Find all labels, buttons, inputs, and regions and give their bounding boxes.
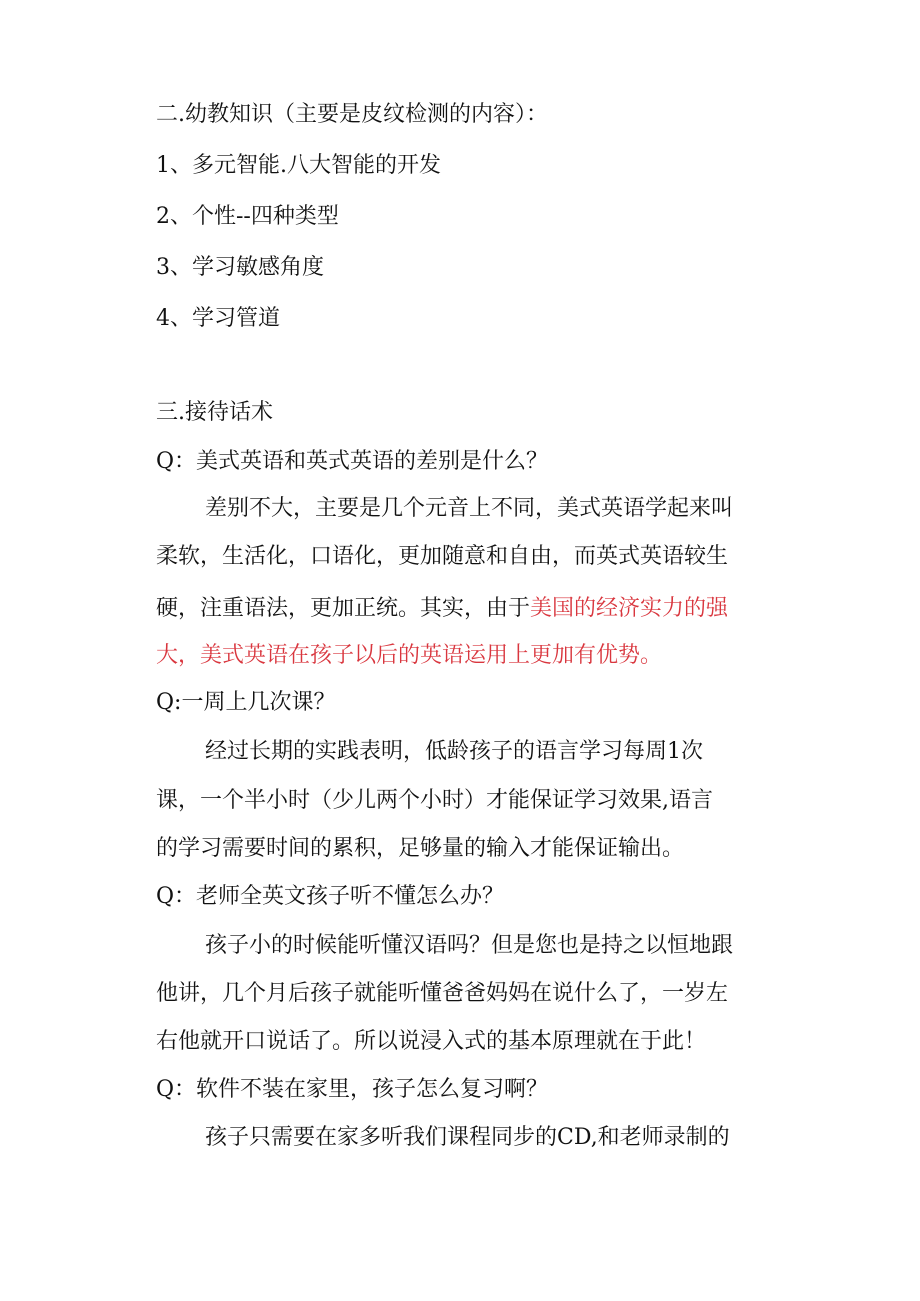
section-heading-2: 二.幼教知识（主要是皮纹检测的内容）： xyxy=(156,102,548,127)
answer-line: 经过长期的实践表明，低龄孩子的语言学习每周1次 xyxy=(205,739,703,764)
answer-text: 硬，注重语法，更加正统。其实，由于 xyxy=(156,596,531,621)
list-item: 4、学习管道 xyxy=(156,306,280,331)
list-item: 1、多元智能.八大智能的开发 xyxy=(156,153,441,178)
section-heading-3: 三.接待话术 xyxy=(156,400,273,425)
list-item: 3、学习敏感角度 xyxy=(156,255,324,280)
question: Q：老师全英文孩子听不懂怎么办？ xyxy=(156,884,505,909)
answer-line: 差别不大，主要是几个元音上不同，美式英语学起来叫 xyxy=(205,496,734,521)
question: Q：软件不装在家里，孩子怎么复习啊？ xyxy=(156,1077,549,1102)
answer-line: 右他就开口说话了。所以说浸入式的基本原理就在于此！ xyxy=(156,1029,707,1054)
answer-line: 孩子只需要在家多听我们课程同步的CD,和老师录制的 xyxy=(205,1125,730,1150)
answer-line: 孩子小的时候能听懂汉语吗？但是您也是持之以恒地跟 xyxy=(205,933,734,958)
highlighted-text: 大，美式英语在孩子以后的英语运用上更加有优势。 xyxy=(156,643,663,668)
question: Q：美式英语和英式英语的差别是什么？ xyxy=(156,449,549,474)
question: Q:一周上几次课？ xyxy=(156,690,336,715)
list-item: 2、个性--四种类型 xyxy=(156,204,339,229)
answer-line: 课，一个半小时（少儿两个小时）才能保证学习效果,语言 xyxy=(156,788,713,813)
answer-line xyxy=(156,594,728,624)
answer-line: 他讲，几个月后孩子就能听懂爸爸妈妈在说什么了，一岁左 xyxy=(156,981,729,1006)
answer-line: 柔软，生活化，口语化，更加随意和自由，而英式英语较生 xyxy=(156,544,729,569)
highlighted-text: 美国的经济实力的强 xyxy=(530,596,729,621)
answer-line: 的学习需要时间的累积，足够量的输入才能保证输出。 xyxy=(156,836,685,861)
